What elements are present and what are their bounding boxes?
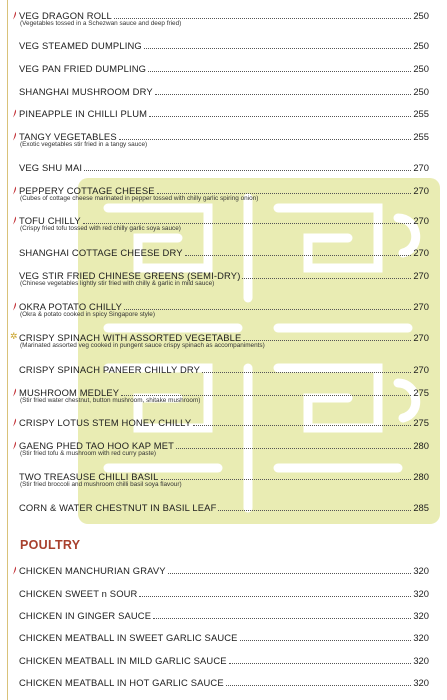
- dot-leader: [226, 685, 412, 686]
- menu-item-price: 255: [413, 131, 429, 142]
- menu-item-price: 320: [413, 677, 429, 688]
- menu-item-name: CHICKEN SWEET n SOUR: [19, 588, 138, 599]
- menu-item-description: (Stir fried broccoli and mushroom chilli basil soya flavour): [20, 481, 182, 488]
- menu-item-name: VEG STEAMED DUMPLING: [19, 40, 142, 51]
- menu-item-price: 275: [413, 417, 429, 428]
- red-chili-icon: [12, 441, 17, 450]
- red-chili-icon: [12, 11, 17, 20]
- menu-item-description: (Okra & potato cooked in spicy Singapore style): [20, 311, 155, 318]
- menu-item-name: CHICKEN IN GINGER SAUCE: [19, 610, 152, 621]
- menu-item-name: VEG STIR FRIED CHINESE GREENS (SEMI-DRY): [19, 270, 241, 281]
- menu-item-price: 250: [413, 40, 429, 51]
- menu-item-name: GAENG PHED TAO HOO KAP MET: [19, 440, 174, 451]
- red-chili-icon: [12, 388, 17, 397]
- menu-item-name: SHANGHAI MUSHROOM DRY: [19, 86, 153, 97]
- menu-item-price: 270: [413, 332, 429, 343]
- dot-leader: [84, 170, 411, 171]
- menu-item-price: 320: [413, 655, 429, 666]
- menu-item-price: 320: [413, 588, 429, 599]
- menu-item-row: [19, 362, 429, 376]
- page-margin-line: [7, 0, 8, 700]
- menu-item-name: TWO TREASUSE CHILLI BASIL: [19, 471, 159, 482]
- menu-item-row: [19, 653, 429, 667]
- menu-item-name: MUSHROOM MEDLEY: [19, 387, 120, 398]
- menu-item-price: 250: [413, 63, 429, 74]
- menu-item-name: CRISPY SPINACH WITH ASSORTED VEGETABLE: [19, 332, 242, 343]
- dot-leader: [83, 223, 412, 224]
- menu-item-row: [19, 500, 429, 514]
- section-title-poultry: POULTRY: [20, 538, 81, 552]
- dot-leader: [121, 395, 411, 396]
- dot-leader: [149, 116, 411, 117]
- menu-item-price: 320: [413, 610, 429, 621]
- menu-item-row: [19, 245, 429, 259]
- dot-leader: [114, 18, 411, 19]
- menu-item-description: (Stir fried tofu & mushroom with red curry paste): [20, 450, 157, 457]
- menu-item-name: TOFU CHILLY: [19, 215, 81, 226]
- red-chili-icon: [12, 186, 17, 195]
- menu-item-row: [19, 84, 429, 98]
- dot-leader: [176, 448, 411, 449]
- menu-item-name: VEG PAN FRIED DUMPLING: [19, 63, 147, 74]
- dot-leader: [168, 573, 412, 574]
- dot-leader: [243, 340, 411, 341]
- menu-item-name: OKRA POTATO CHILLY: [19, 301, 123, 312]
- menu-item-price: 255: [413, 108, 429, 119]
- red-chili-icon: [12, 109, 17, 118]
- menu-item-name: CORN & WATER CHESTNUT IN BASIL LEAF: [19, 502, 217, 513]
- menu-item-price: 250: [413, 10, 429, 21]
- menu-item-description: (Cubes of cottage cheese marinated in pepper tossed with chilly garlic spiring onion): [20, 195, 259, 202]
- menu-item-name: TANGY VEGETABLES: [19, 131, 117, 142]
- menu-item-description: (Exotic vegetables stir fried in a tangy sauce): [20, 141, 148, 148]
- menu-item-row: [19, 563, 429, 577]
- menu-item-row: [19, 61, 429, 75]
- menu-item-name: CHICKEN MEATBALL IN MILD GARLIC SAUCE: [19, 655, 227, 666]
- red-chili-icon: [12, 418, 17, 427]
- menu-item-name: CRISPY SPINACH PANEER CHILLY DRY: [19, 364, 201, 375]
- menu-item-row: [19, 38, 429, 52]
- menu-item-name: VEG SHU MAI: [19, 162, 83, 173]
- dot-leader: [161, 479, 412, 480]
- dot-leader: [155, 94, 412, 95]
- menu-item-row: [19, 675, 429, 689]
- menu-item-name: CHICKEN MEATBALL IN SWEET GARLIC SAUCE: [19, 632, 238, 643]
- dot-leader: [124, 309, 411, 310]
- menu-item-price: 285: [413, 502, 429, 513]
- menu-item-description: (Crispy fried tofu tossed with red chilly garlic soya sauce): [20, 225, 181, 232]
- dot-leader: [148, 71, 411, 72]
- menu-item-description: (Chinese vegetables lightly stir fried with chilly & garlic in mild sauce): [20, 280, 215, 287]
- menu-item-description: (Marinated assorted veg cooked in pungent sauce crispy spinach as accompaniments): [20, 342, 265, 349]
- dot-leader: [202, 372, 411, 373]
- menu-item-name: VEG DRAGON ROLL: [19, 10, 112, 21]
- menu-item-row: [19, 586, 429, 600]
- menu-item-price: 250: [413, 86, 429, 97]
- dot-leader: [193, 425, 411, 426]
- menu-item-row: [19, 160, 429, 174]
- dot-leader: [157, 193, 412, 194]
- menu-item-price: 280: [413, 471, 429, 482]
- menu-item-row: [19, 415, 429, 429]
- dot-leader: [185, 255, 412, 256]
- dot-leader: [119, 139, 412, 140]
- menu-item-name: CHICKEN MEATBALL IN HOT GARLIC SAUCE: [19, 677, 224, 688]
- dot-leader: [153, 618, 411, 619]
- red-chili-icon: [12, 216, 17, 225]
- dot-leader: [242, 278, 411, 279]
- menu-item-row: [19, 106, 429, 120]
- menu-item-row: [19, 630, 429, 644]
- menu-item-price: 320: [413, 632, 429, 643]
- menu-item-price: 270: [413, 162, 429, 173]
- red-chili-icon: [12, 566, 17, 575]
- menu-item-name: CHICKEN MANCHURIAN GRAVY: [19, 565, 166, 576]
- menu-item-price: 270: [413, 247, 429, 258]
- menu-item-name: CRISPY LOTUS STEM HONEY CHILLY: [19, 417, 192, 428]
- dot-leader: [218, 510, 411, 511]
- red-chili-icon: [12, 302, 17, 311]
- menu-item-price: 275: [413, 387, 429, 398]
- menu-item-price: 270: [413, 301, 429, 312]
- menu-item-row: [19, 608, 429, 622]
- menu-item-price: 270: [413, 185, 429, 196]
- dot-leader: [229, 663, 412, 664]
- menu-item-name: PEPPERY COTTAGE CHEESE: [19, 185, 155, 196]
- menu-item-price: 320: [413, 565, 429, 576]
- star-icon: ✲: [10, 331, 18, 341]
- dot-leader: [240, 640, 412, 641]
- menu-item-description: (Vegetables tossed in a Schezwan sauce and deep fried): [20, 20, 182, 27]
- menu-item-name: SHANGHAI COTTAGE CHEESE DRY: [19, 247, 183, 258]
- menu-item-price: 270: [413, 270, 429, 281]
- menu-item-name: PINEAPPLE IN CHILLI PLUM: [19, 108, 148, 119]
- menu-item-price: 280: [413, 440, 429, 451]
- menu-item-price: 270: [413, 215, 429, 226]
- menu-item-price: 270: [413, 364, 429, 375]
- dot-leader: [144, 48, 412, 49]
- menu-item-description: (Stir fried water chestnut, button mushroom, shitake mushroom): [20, 397, 201, 404]
- dot-leader: [139, 596, 411, 597]
- red-chili-icon: [12, 132, 17, 141]
